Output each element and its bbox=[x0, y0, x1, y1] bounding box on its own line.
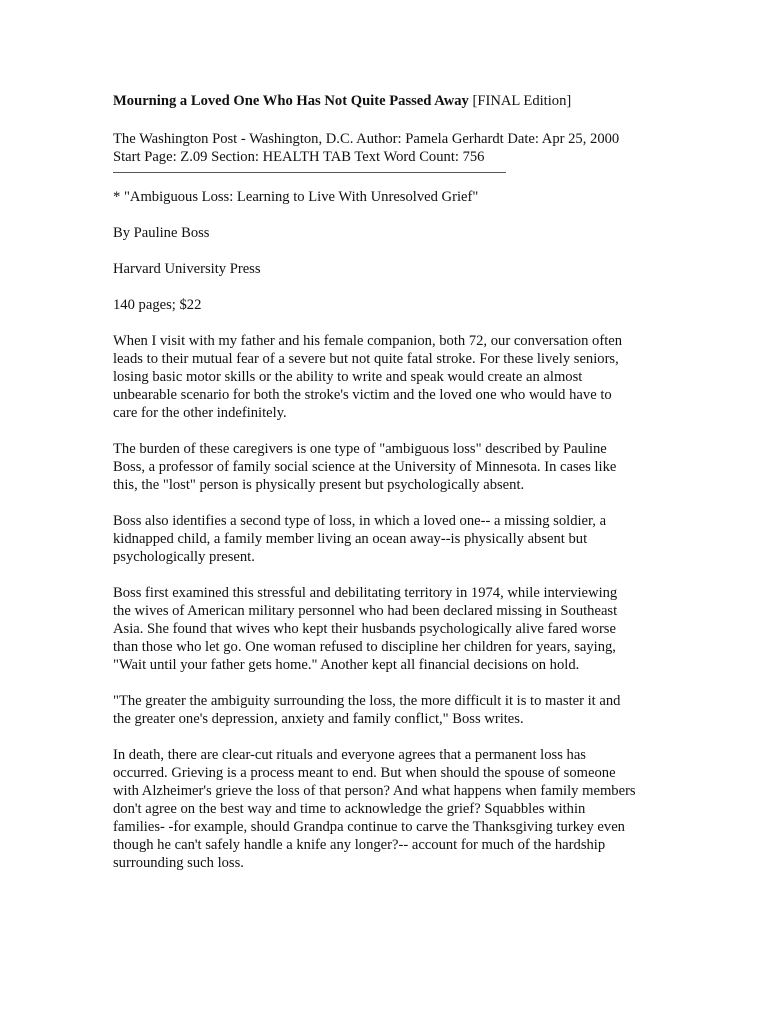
paragraph-line: occurred. Grieving is a process meant to end. But when should the spouse of someone bbox=[113, 765, 616, 781]
article-title: Mourning a Loved One Who Has Not Quite Passed Away bbox=[113, 93, 469, 109]
document-page bbox=[113, 92, 658, 890]
book-title: * "Ambiguous Loss: Learning to Live With Unresolved Grief" bbox=[113, 189, 479, 205]
horizontal-divider bbox=[113, 172, 506, 173]
paragraph-line: though he can't safely handle a knife any longer?-- account for much of the hardship bbox=[113, 837, 606, 853]
paragraph-line: "Wait until your father gets home." Another kept all financial decisions on hold. bbox=[113, 657, 580, 673]
paragraph bbox=[113, 332, 658, 422]
paragraph-line: care for the other indefinitely. bbox=[113, 405, 287, 421]
paragraph bbox=[113, 746, 658, 872]
paragraph-line: In death, there are clear-cut rituals and everyone agrees that a permanent loss has bbox=[113, 747, 586, 763]
paragraph-line: Boss first examined this stressful and debilitating territory in 1974, while interviewing bbox=[113, 585, 618, 601]
paragraph-line: kidnapped child, a family member living an ocean away--is physically absent but bbox=[113, 531, 588, 547]
book-pages-price: 140 pages; $22 bbox=[113, 297, 202, 313]
metadata-line-2: Start Page: Z.09 Section: HEALTH TAB Text Word Count: 756 bbox=[113, 149, 485, 165]
paragraph-line: "The greater the ambiguity surrounding the loss, the more difficult it is to master it and bbox=[113, 693, 621, 709]
paragraph-line: surrounding such loss. bbox=[113, 855, 244, 871]
book-author: By Pauline Boss bbox=[113, 225, 210, 241]
paragraph-line: losing basic motor skills or the ability to write and speak would create an almost bbox=[113, 369, 583, 385]
article-edition: [FINAL Edition] bbox=[472, 93, 572, 109]
paragraph bbox=[113, 692, 658, 728]
paragraph-line: families- -for example, should Grandpa continue to carve the Thanksgiving turkey even bbox=[113, 819, 625, 835]
paragraph-line: psychologically present. bbox=[113, 549, 255, 565]
paragraph-line: the greater one's depression, anxiety and family conflict," Boss writes. bbox=[113, 711, 524, 727]
paragraph-line: don't agree on the best way and time to acknowledge the grief? Squabbles within bbox=[113, 801, 586, 817]
paragraph bbox=[113, 512, 658, 566]
paragraph-line: The burden of these caregivers is one type of "ambiguous loss" described by Pauline bbox=[113, 441, 607, 457]
paragraph-line: When I visit with my father and his female companion, both 72, our conversation often bbox=[113, 333, 623, 349]
article-body bbox=[113, 332, 658, 872]
article-metadata bbox=[113, 130, 658, 166]
paragraph bbox=[113, 440, 658, 494]
paragraph-line: with Alzheimer's grieve the loss of that person? And what happens when family members bbox=[113, 783, 636, 799]
paragraph-line: Asia. She found that wives who kept their husbands psychologically alive fared worse bbox=[113, 621, 616, 637]
paragraph-line: than those who let go. One woman refused to discipline her children for years, saying, bbox=[113, 639, 616, 655]
paragraph bbox=[113, 584, 658, 674]
paragraph-line: this, the "lost" person is physically present but psychologically absent. bbox=[113, 477, 525, 493]
paragraph-line: Boss also identifies a second type of loss, in which a loved one-- a missing soldier, a bbox=[113, 513, 607, 529]
paragraph-line: the wives of American military personnel who had been declared missing in Southeast bbox=[113, 603, 618, 619]
paragraph-line: leads to their mutual fear of a severe but not quite fatal stroke. For these lively seniors, bbox=[113, 351, 619, 367]
book-publisher: Harvard University Press bbox=[113, 261, 261, 277]
paragraph-line: unbearable scenario for both the stroke's victim and the loved one who would have to bbox=[113, 387, 612, 403]
paragraph-line: Boss, a professor of family social science at the University of Minnesota. In cases like bbox=[113, 459, 617, 475]
article-title-line bbox=[113, 92, 658, 110]
metadata-line-1: The Washington Post - Washington, D.C. Author: Pamela Gerhardt Date: Apr 25, 2000 bbox=[113, 131, 620, 147]
